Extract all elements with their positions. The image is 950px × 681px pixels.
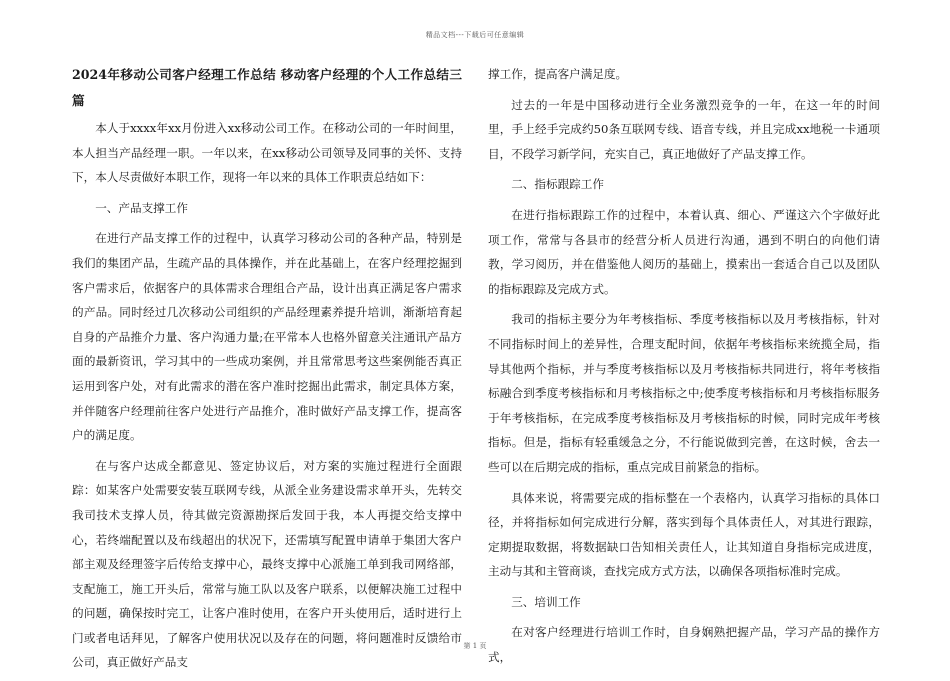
paragraph-intro: 本人于xxxx年xx月份进入xx移动公司工作。在移动公司的一年时间里，本人担当产品经理一职。一年以来，在xx移动公司领导及同事的关怀、支持下，本人尽责做好本职工作，现将一年以来的具体工作职责总结如下： — [72, 121, 462, 185]
right-column — [488, 62, 880, 676]
paragraph-indicator-tracking-3: 具体来说，将需要完成的指标整在一个表格内，认真学习指标的具体口径，并将指标如何完成进行分解，落实到每个具体责任人，对其进行跟踪，定期提取数据，将数据缺口告知相关责任人，让其知道自身指标完成进度，主动与其和主管商谈，查找完成方式方法，以确保各项指标准时完成。 — [488, 490, 880, 579]
document-title: 2024年移动公司客户经理工作总结 移动客户经理的个人工作总结三篇 — [72, 67, 462, 108]
section-heading-training: 三、培训工作 — [511, 594, 581, 609]
left-column — [72, 62, 462, 681]
paragraph-indicator-tracking-2: 我司的指标主要分为年考核指标、季度考核指标以及月考核指标，针对不同指标时间上的差异性，合理支配时间，依据年考核指标来统揽全局，指导其他两个指标，并与季度考核指标以及月考核指标共同进行，将年考核指标融合到季度考核指标和月考核指标之中;使季度考核指标和月考核指标服务于年考核指标，在完成季度考核指标及月考核指标的时候，同时完成年考核指标。但是，指标有轻重缓急之分，不行能说做到完善，在这时候，舍去一些可以在后期完成的指标，重点完成目前紧急的指标。 — [488, 312, 880, 474]
page-header-note: 精品文档---下载后可任意编辑 — [425, 31, 525, 39]
page-number: 第 1 页 — [463, 642, 487, 650]
section-heading-indicator-tracking: 二、指标跟踪工作 — [511, 177, 604, 192]
paragraph-product-support-2: 在与客户达成全都意见、签定协议后，对方案的实施过程进行全面跟踪：如某客户处需要安装互联网专线，从派全业务建设需求单开头，先转交我司技术支撑人员，待其做完资源勘探后发回于我，本人再提交给支撑中心，若终端配置以及布线超出的状况下，还需填写配置申请单于集团大客户部主观及经理签字后传给支撑中心，最终支撑中心派施工单到我司网络部，支配施工，施工开头后，常常与施工队以及客户联系，以便解决施工过程中的问题，确保按时完工，让客户准时使用，在客户开头使用后，适时进行上门或者电话拜见，了解客户使用状况以及存在的问题，将问题准时反馈给市公司，真正做好产品支 — [72, 458, 462, 670]
paragraph-continuation: 撑工作，提高客户满足度。 — [488, 67, 628, 81]
paragraph-training-1: 在对客户经理进行培训工作时，自身娴熟把握产品，学习产品的操作方式， — [488, 625, 880, 665]
paragraph-past-year: 过去的一年是中国移动进行全业务激烈竞争的一年，在这一年的时间里，手上经手完成约50条互联网专线、语音专线，并且完成xx地税一卡通项目，不段学习新学问，充实自己，真正地做好了产品支撑工作。 — [488, 97, 880, 161]
section-heading-product-support: 一、产品支撑工作 — [95, 200, 188, 215]
paragraph-product-support-1: 在进行产品支撑工作的过程中，认真学习移动公司的各种产品，特别是我们的集团产品，生疏产品的具体操作，并在此基础上，在客户经理挖掘到客户需求后，依据客户的具体需求合理组合产品，设计出真正满足客户需求的产品。同时经过几次移动公司组织的产品经理素养提升培训，渐渐培育起自身的产品推介力量、客户沟通力量;在平常本人也格外留意关注通讯产品方面的最新资讯，学习其中的一些成功案例，并且常常思考这些案例能否真正运用到客户处，对有此需求的潜在客户准时挖掘出此需求，制定具体方案，并伴随客户经理前往客户处进行产品推介，准时做好产品支撑工作，提高客户的满足度。 — [72, 231, 462, 443]
paragraph-indicator-tracking-1: 在进行指标跟踪工作的过程中，本着认真、细心、严谨这六个字做好此项工作，常常与各县市的经营分析人员进行沟通，遇到不明白的向他们请教，学习阅历，并在借鉴他人阅历的基础上，摸索出一套适合自己以及团队的指标跟踪及完成方式。 — [488, 207, 880, 296]
